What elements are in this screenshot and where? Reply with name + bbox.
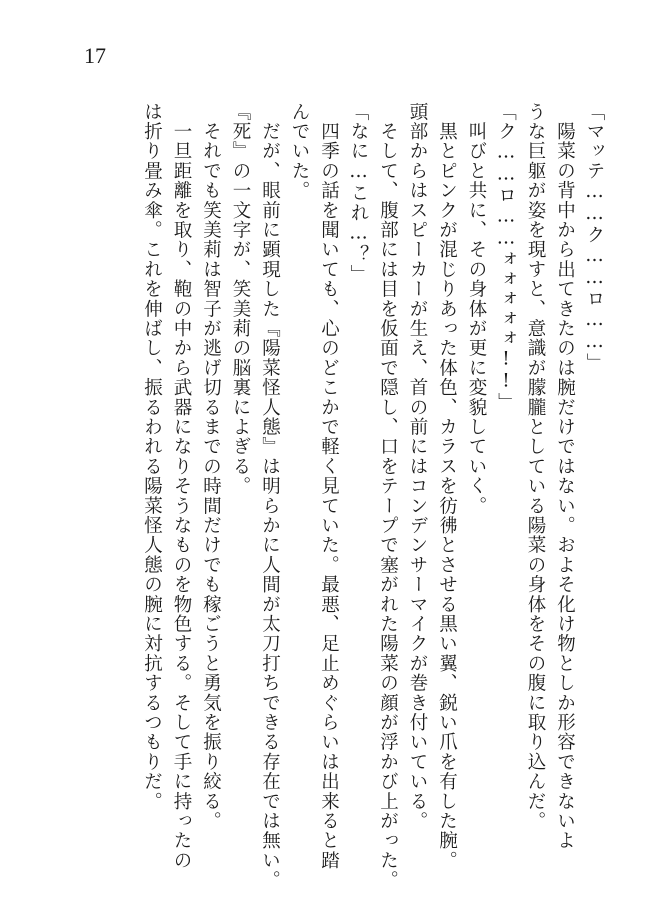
text-line: んでいた。 <box>289 102 310 201</box>
text-line: は折り畳み傘。これを伸ばし、振るわれる陽菜怪人態の腕に対抗するつもりだ。 <box>141 102 163 812</box>
text-line: 陽菜の背中から出てきたのは腕だけではない。およそ化け物としか形容できないよ <box>554 102 576 851</box>
text-line: 頭部からはスピーカーが生え、首の前にはコンデンサーマイクが巻き付いている。 <box>407 102 428 831</box>
text-line: 四季の話を聞いても、心のどこかで軽く見ていた。最悪、足止めぐらいは出来ると踏 <box>318 102 340 871</box>
text-line: 黒とピンクが混じりあった体色、カラスを彷彿とさせる黒い翼、鋭い爪を有した腕。 <box>436 102 458 871</box>
text-line: 叫びと共に、その身体が更に変貌していく。 <box>466 102 487 516</box>
page-number: 17 <box>84 43 106 68</box>
text-line: 「ク……ロ……ォォォォォ!!」 <box>495 102 517 413</box>
vertical-text-block <box>137 102 609 890</box>
text-line: 一旦距離を取り、鞄の中から武器になりそうなものを物色する。そして手に持ったの <box>171 102 192 871</box>
text-line: そして、腹部には目を仮面で隠し、口をテープで塞がれた陽菜の顔が浮かび上がった。 <box>377 102 399 890</box>
text-line: 『死』の一文字が、笑美莉の脳裏によぎる。 <box>230 102 251 496</box>
text-line: 「なに…これ…？」 <box>348 102 369 285</box>
text-line: それでも笑美莉は智子が逃げ切るまでの時間だけでも稼ごうと勇気を振り絞る。 <box>200 102 222 831</box>
text-line: 「マッテ……ク……ロ……」 <box>584 102 605 374</box>
text-line: だが、眼前に顕現した『陽菜怪人態』は明らかに人間が太刀打ちできる存在では無い。 <box>259 102 281 890</box>
text-line: うな巨躯が姿を現すと、意識が朦朧としている陽菜の身体をその腹に取り込んだ。 <box>525 102 546 831</box>
